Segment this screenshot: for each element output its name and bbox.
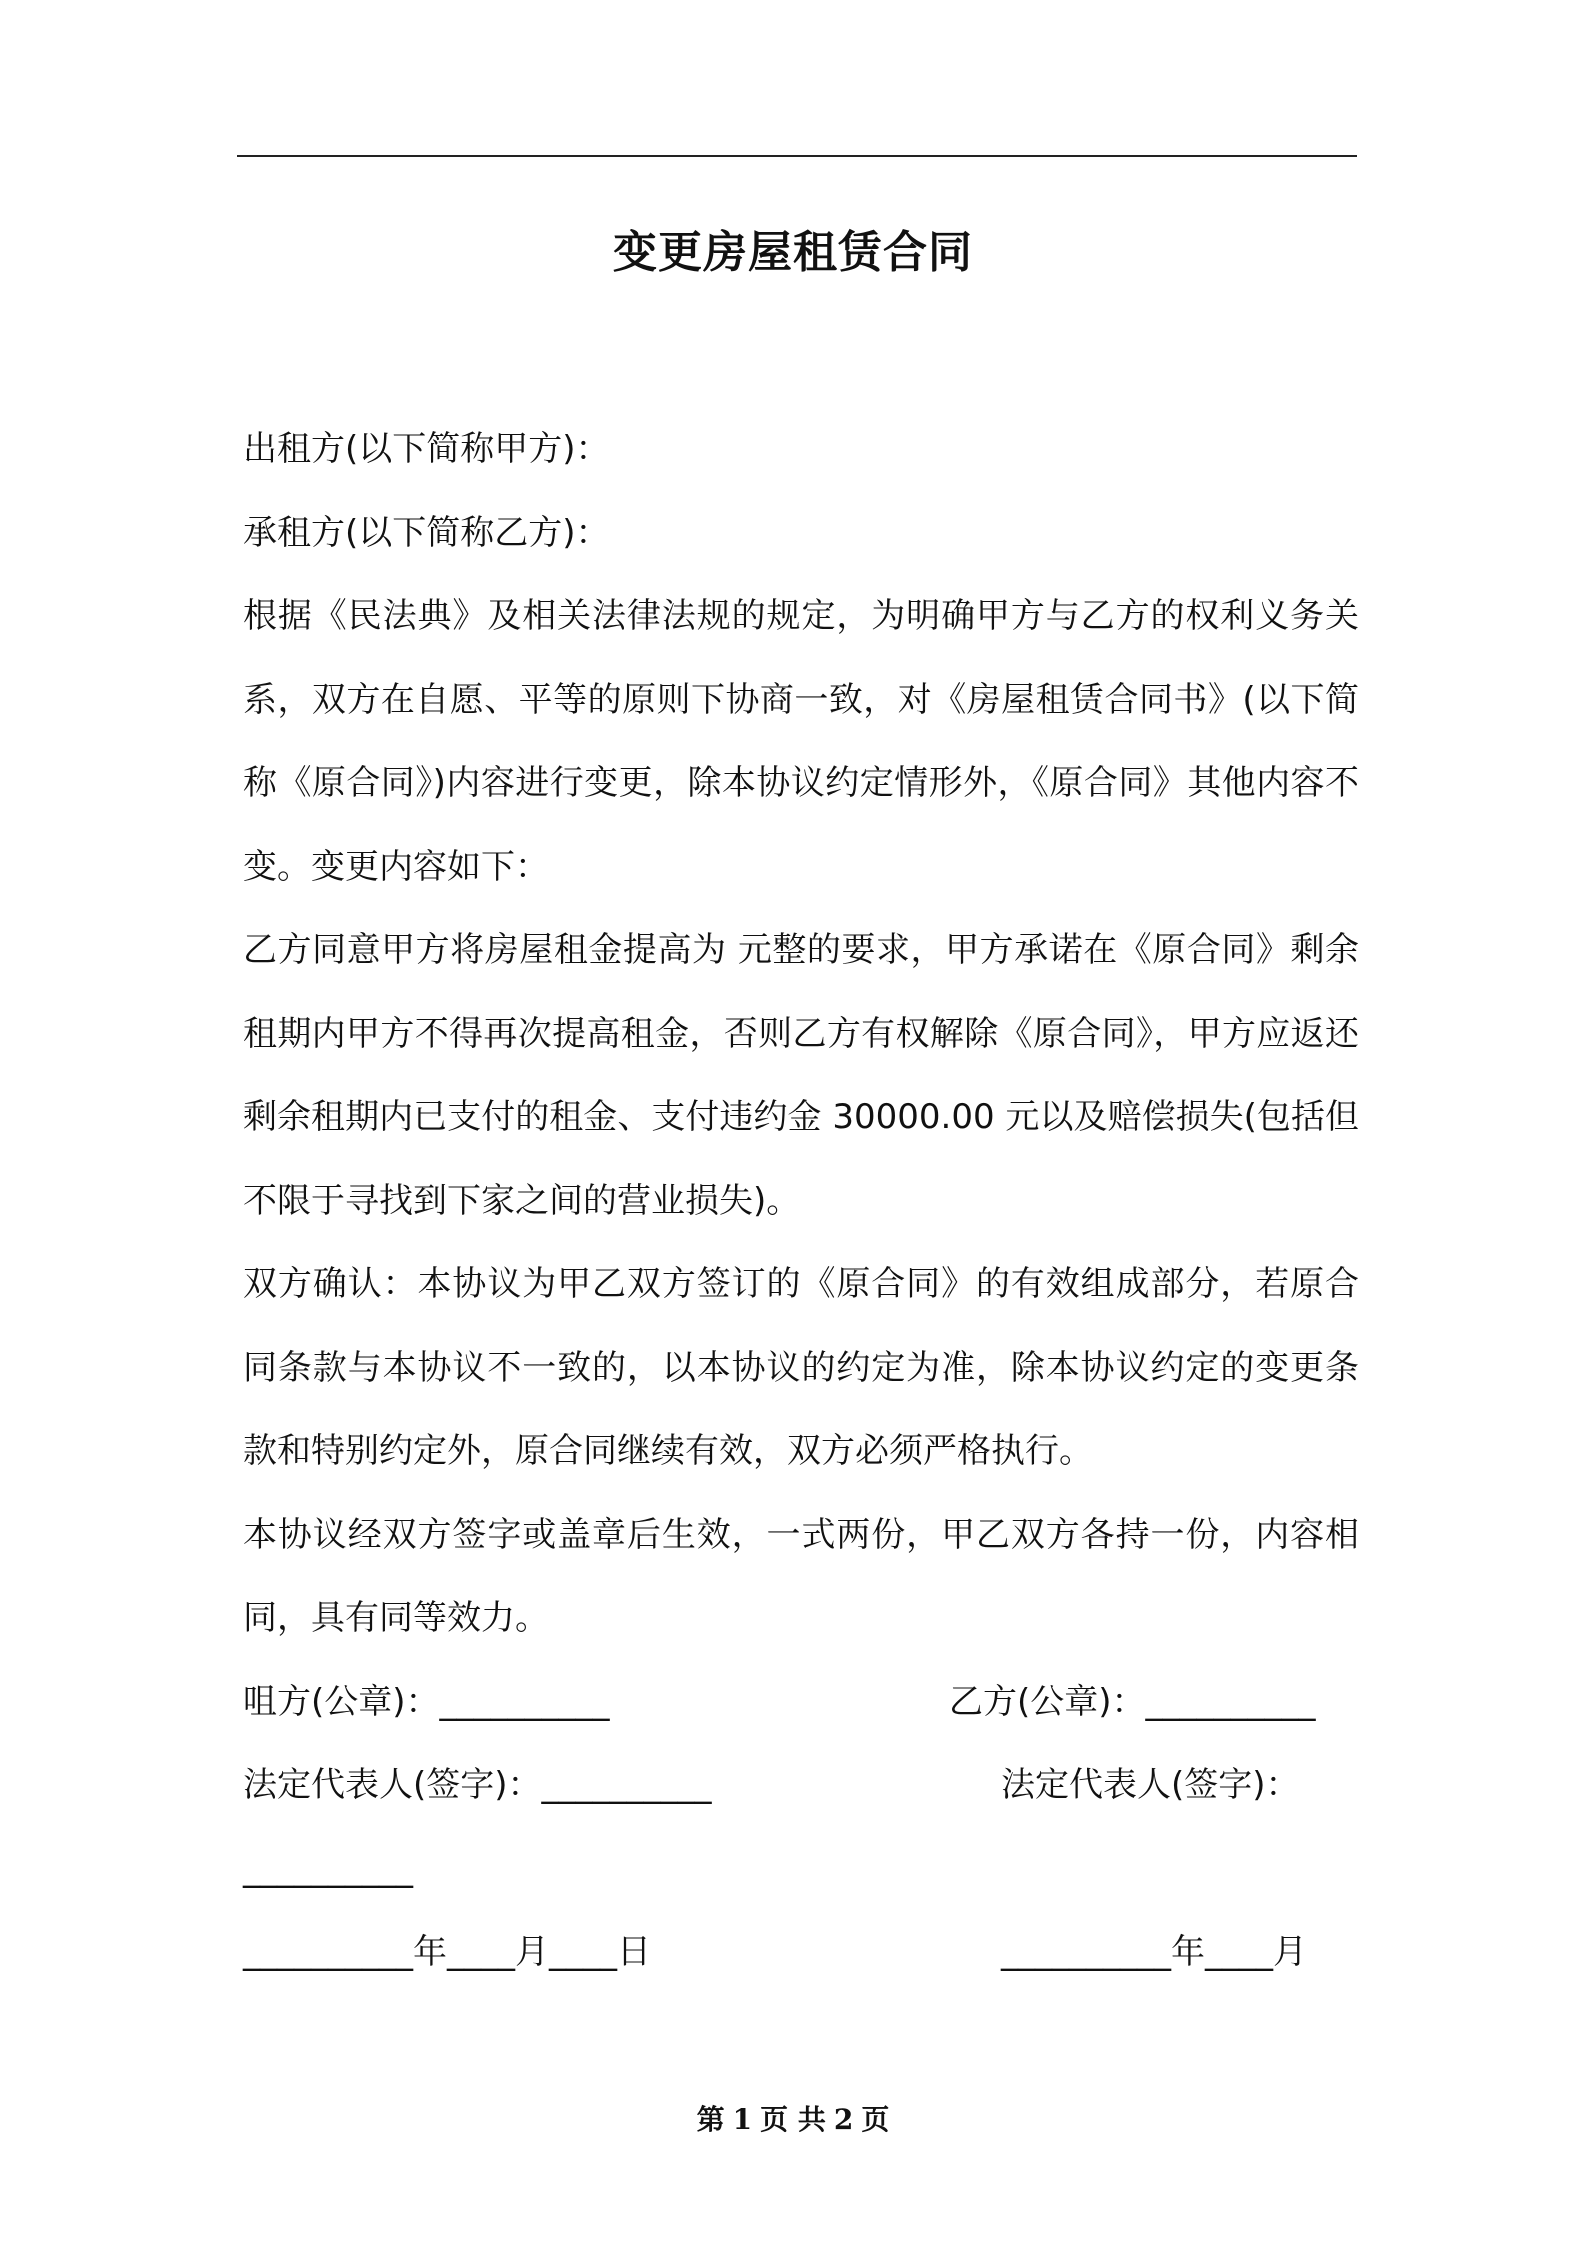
- party-a-seal: 咀方(公章)：__________: [243, 1681, 610, 1722]
- party-b-seal: 乙方(公章)：__________: [949, 1681, 1316, 1722]
- party-a-date: __________年____月____日: [243, 1932, 651, 1972]
- page-footer: [0, 2098, 1586, 2138]
- page-label-prefix: 第: [696, 2103, 725, 2136]
- paragraph-confirmation: 双方确认：本协议为甲乙双方签订的《原合同》的有效组成部分，若原合同条款与本协议不一致的，以本协议的约定为准，除本协议约定的变更条款和特别约定外，原合同继续有效，双方必须严格执行。: [243, 1264, 1359, 1471]
- document-title: 变更房屋租赁合同: [613, 227, 973, 278]
- party-b-representative-blank: __________: [243, 1848, 413, 1889]
- party-b-date: __________年____月: [1001, 1932, 1307, 1972]
- seal-row: [243, 1661, 1359, 1745]
- date-row: [243, 1911, 1359, 1995]
- total-pages-number: 2: [833, 2103, 854, 2136]
- lessor-line: 出租方(以下简称甲方)：: [243, 429, 610, 469]
- page-label-suffix: 页: [861, 2103, 890, 2136]
- page-label-mid: 页 共: [760, 2103, 826, 2136]
- paragraph-basis: 根据《民法典》及相关法律法规的规定，为明确甲方与乙方的权利义务关系，双方在自愿、平等的原则下协商一致，对《房屋租赁合同书》(以下简称《原合同》)内容进行变更，除本协议约定情形外，《原合同》其他内容不变。变更内容如下：: [243, 596, 1359, 887]
- paragraph-effectiveness: 本协议经双方签字或盖章后生效，一式两份，甲乙双方各持一份，内容相同，具有同等效力。: [243, 1514, 1359, 1638]
- party-a-representative: 法定代表人(签字)：__________: [243, 1765, 712, 1805]
- party-b-representative: 法定代表人(签字)：: [1001, 1765, 1300, 1805]
- representative-row: [243, 1744, 1359, 1828]
- current-page-number: 1: [732, 2103, 753, 2136]
- lessee-line: 承租方(以下简称乙方)：: [243, 512, 610, 553]
- header-rule: [237, 155, 1357, 157]
- representative-blank-row: [243, 1828, 1359, 1912]
- paragraph-rent-change: 乙方同意甲方将房屋租金提高为 元整的要求，甲方承诺在《原合同》剩余租期内甲方不得再次提高租金，否则乙方有权解除《原合同》，甲方应返还剩余租期内已支付的租金、支付违约金 30000.00 元以及赔偿损失(包括但不限于寻找到下家之间的营业损失)。: [243, 930, 1359, 1221]
- document-body: [243, 408, 1359, 1995]
